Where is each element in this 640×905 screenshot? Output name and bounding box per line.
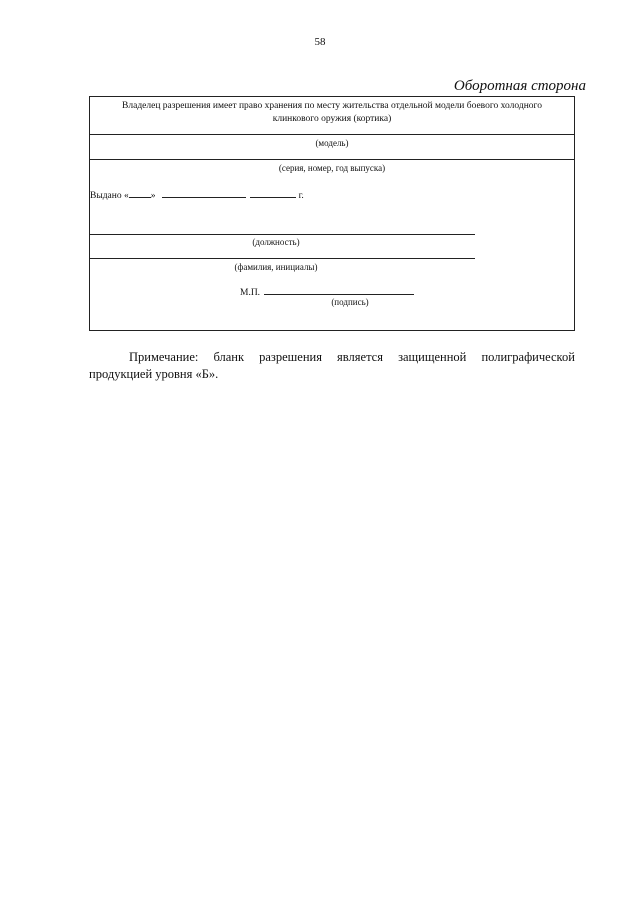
name-line <box>90 258 475 259</box>
note-word: полиграфической <box>481 350 575 364</box>
form-intro <box>90 100 574 126</box>
form-intro-line2: клинкового оружия (кортика) <box>272 114 392 124</box>
note-word: разрешения <box>259 350 322 364</box>
stamp-label: М.П. <box>240 288 261 298</box>
form-intro-line1: Владелец разрешения имеет право хранения по месту жительства отдельной модели боевого холодного <box>122 101 542 111</box>
page-number: 58 <box>314 36 326 48</box>
issued-month-blank <box>162 188 246 198</box>
issued-year-suffix: г. <box>298 191 304 201</box>
issued-label: Выдано « <box>90 191 129 201</box>
model-line <box>90 134 574 135</box>
note-line2: продукцией уровня «Б». <box>89 367 219 381</box>
note-word: бланк <box>213 350 245 364</box>
issued-date-row <box>90 188 304 201</box>
signature-blank <box>264 285 414 295</box>
series-line <box>90 159 574 160</box>
note-line1 <box>89 349 575 366</box>
issued-quote-close: » <box>150 191 156 201</box>
series-caption: (серия, номер, год выпуска) <box>278 163 386 173</box>
position-caption: (должность) <box>252 237 300 247</box>
issued-year-blank <box>250 188 296 198</box>
note-word: Примечание: <box>129 350 199 364</box>
issued-day-blank <box>129 188 151 198</box>
note <box>89 349 575 383</box>
note-word: защищенной <box>398 350 467 364</box>
note-word: является <box>337 350 383 364</box>
name-caption: (фамилия, инициалы) <box>234 262 318 272</box>
signature-caption: (подпись) <box>331 297 369 307</box>
permit-back-form <box>89 96 575 331</box>
position-line <box>90 234 475 235</box>
side-label: Оборотная сторона <box>453 78 586 94</box>
model-caption: (модель) <box>315 138 349 148</box>
